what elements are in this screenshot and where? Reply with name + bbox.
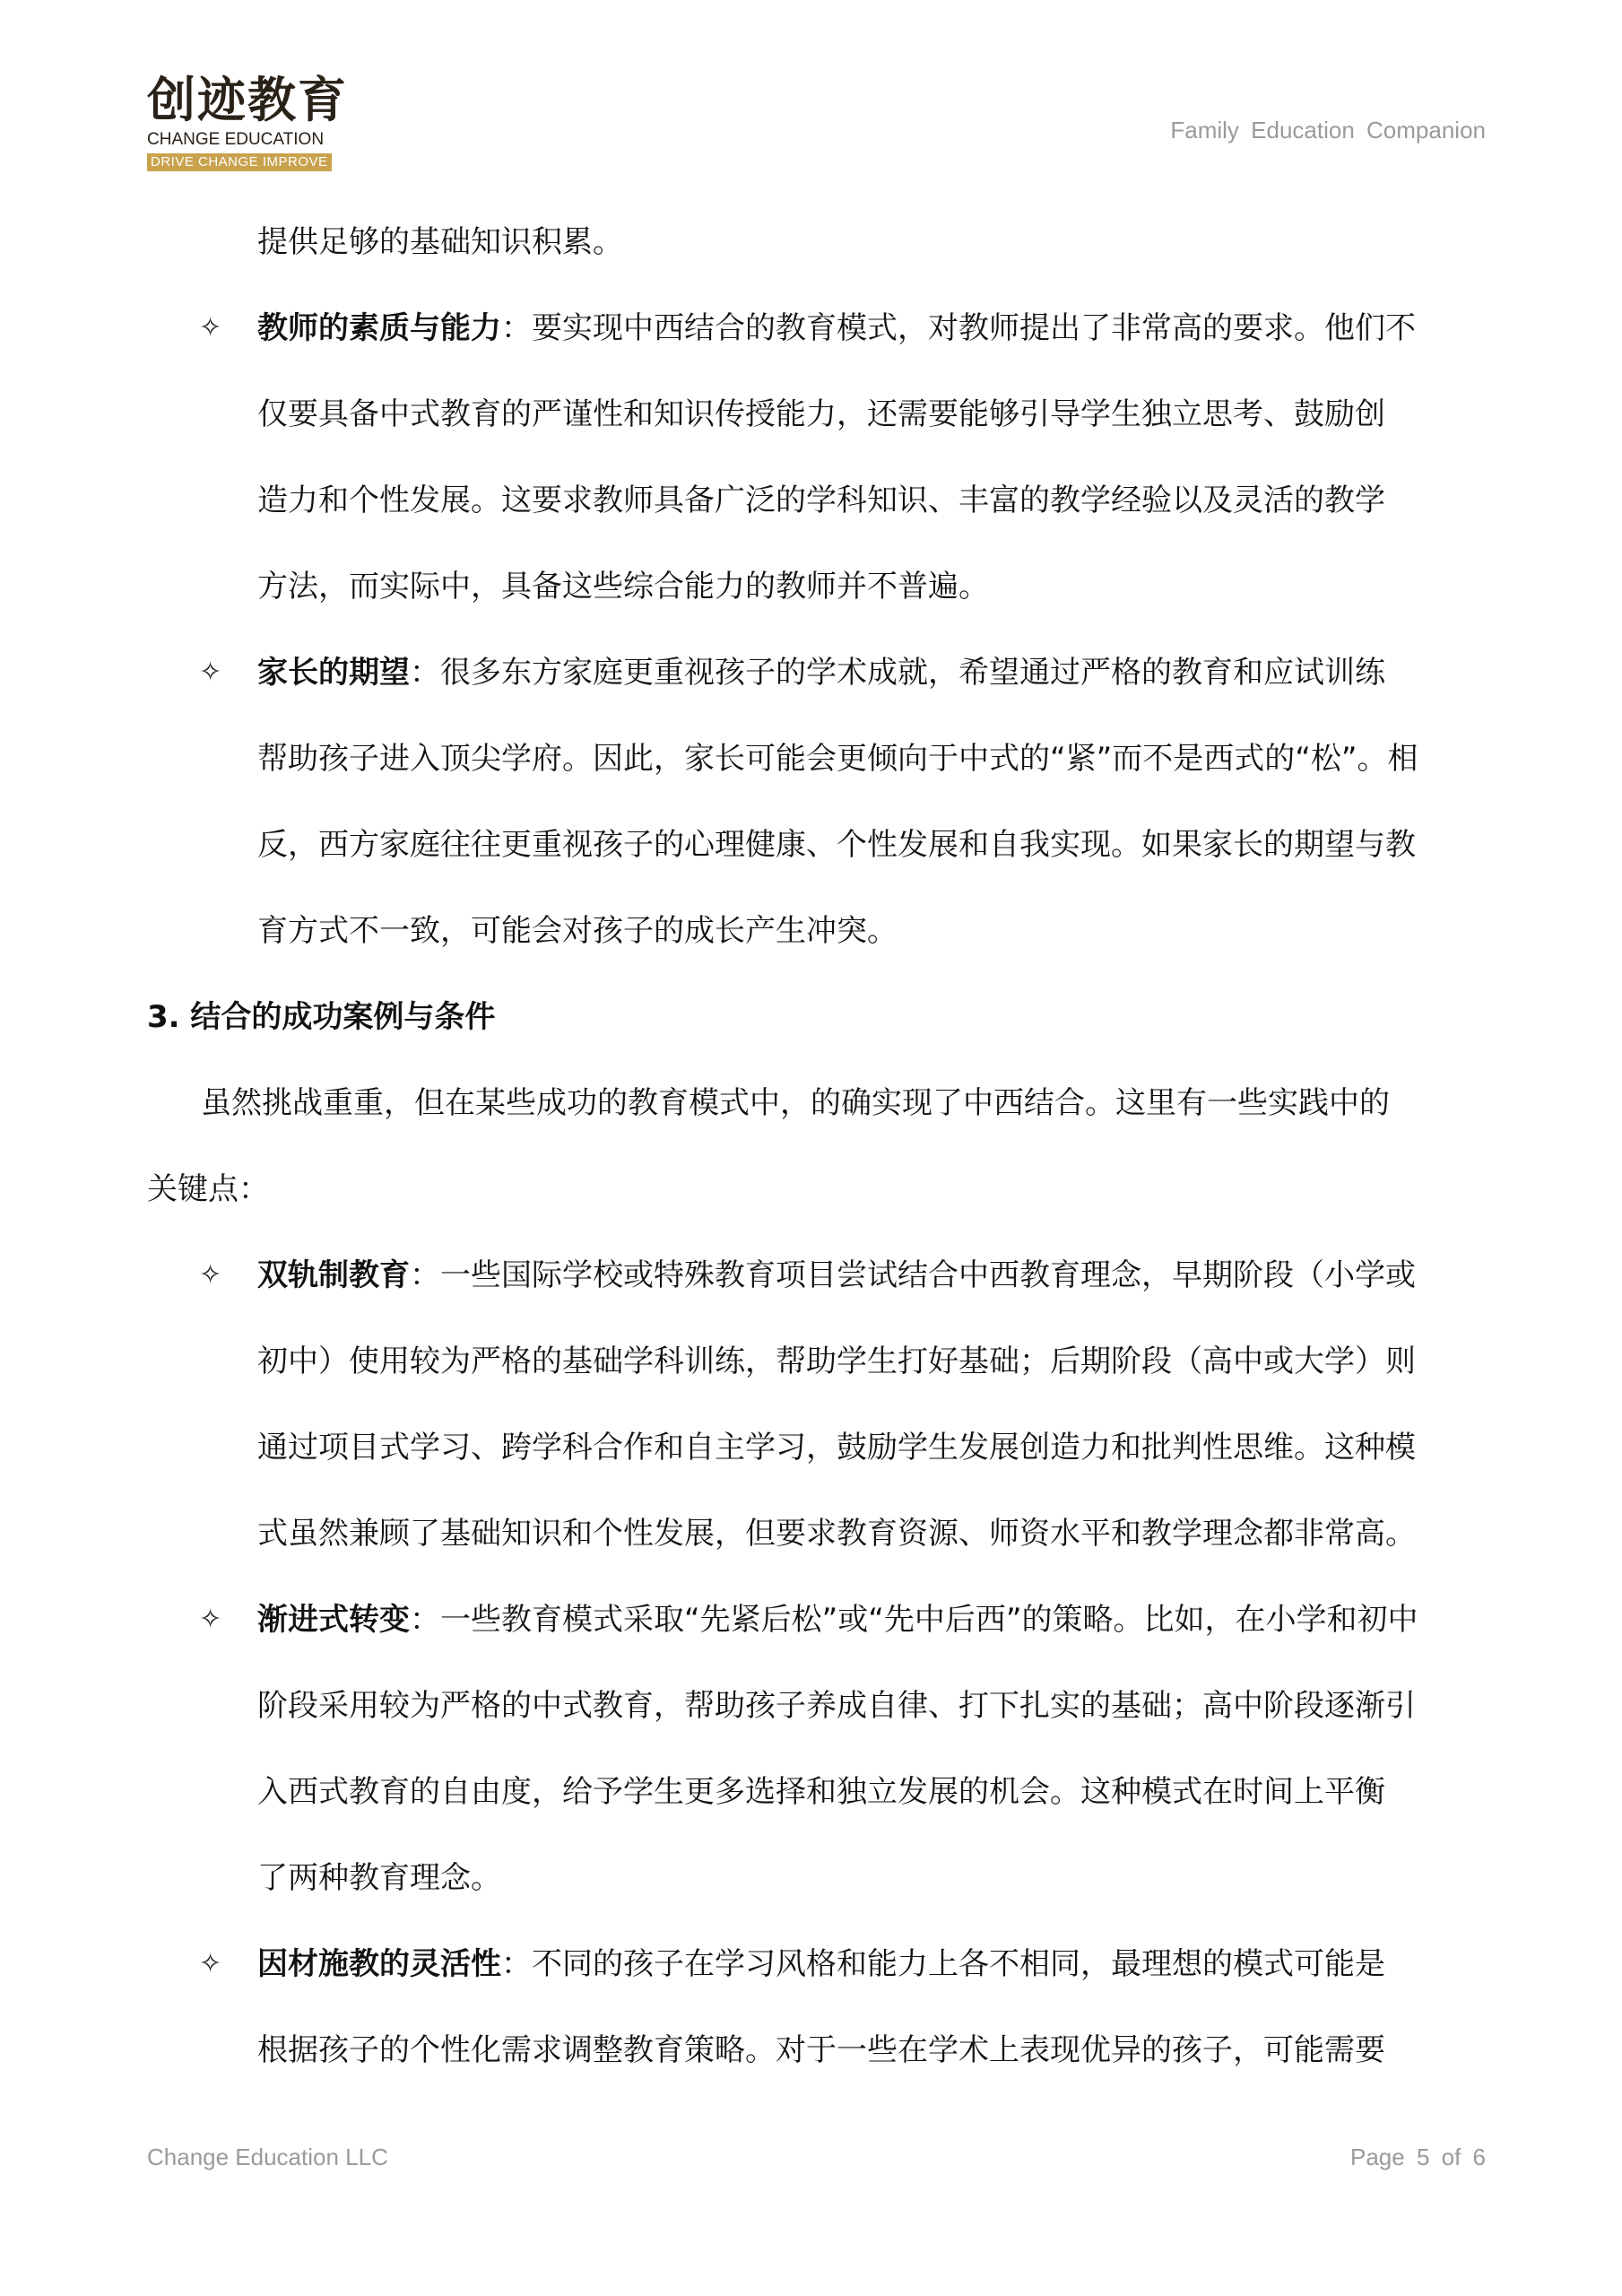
paragraph-line: 关键点： — [147, 1171, 269, 1207]
paragraph-line: 了两种教育理念。 — [257, 1860, 501, 1896]
bullet-title: 因材施教的灵活性 — [257, 1946, 501, 1982]
bullet-item-dual-track — [147, 1232, 1488, 1318]
bullet-item-flexibility — [147, 1921, 1488, 2007]
paragraph-line: 反，西方家庭往往更重视孩子的心理健康、个性发展和自我实现。如果家长的期望与教 — [257, 827, 1416, 863]
paragraph-line: 仅要具备中式教育的严谨性和知识传授能力，还需要能够引导学生独立思考、鼓励创 — [257, 396, 1385, 432]
paragraph-line: 育方式不一致，可能会对孩子的成长产生冲突。 — [257, 913, 898, 949]
bullet-item-gradual — [147, 1577, 1488, 1663]
sparkle-bullet-icon: ✧ — [199, 1604, 222, 1635]
bullet-title: 教师的素质与能力 — [257, 310, 501, 346]
paragraph-line: 虽然挑战重重，但在某些成功的教育模式中，的确实现了中西结合。这里有一些实践中的 — [201, 1085, 1390, 1121]
paragraph-line: 入西式教育的自由度，给予学生更多选择和独立发展的机会。这种模式在时间上平衡 — [257, 1774, 1385, 1810]
paragraph-line: 阶段采用较为严格的中式教育，帮助孩子养成自律、打下扎实的基础；高中阶段逐渐引 — [257, 1688, 1416, 1724]
logo-english-name: CHANGE EDUCATION — [147, 130, 325, 149]
sparkle-bullet-icon: ✧ — [199, 312, 222, 344]
bullet-text: ：要实现中西结合的教育模式，对教师提出了非常高的要求。他们不 — [501, 310, 1416, 346]
company-logo — [147, 72, 353, 171]
logo-tagline: DRIVE CHANGE IMPROVE — [147, 153, 332, 171]
paragraph-line: 方法，而实际中，具备这些综合能力的教师并不普遍。 — [257, 569, 989, 604]
bullet-text: ：不同的孩子在学习风格和能力上各不相同，最理想的模式可能是 — [501, 1946, 1385, 1982]
bullet-text: ：一些国际学校或特殊教育项目尝试结合中西教育理念，早期阶段（小学或 — [410, 1257, 1416, 1293]
bullet-text: ：一些教育模式采取“先紧后松”或“先中后西”的策略。比如，在小学和初中 — [410, 1602, 1418, 1638]
document-body — [147, 199, 1488, 2093]
header-title: Family Education Companion — [1170, 117, 1486, 144]
paragraph-line: 初中）使用较为严格的基础学科训练，帮助学生打好基础；后期阶段（高中或大学）则 — [257, 1344, 1416, 1379]
bullet-title: 渐进式转变 — [257, 1602, 410, 1638]
section-heading: 3. 结合的成功案例与条件 — [147, 999, 496, 1035]
paragraph-line: 造力和个性发展。这要求教师具备广泛的学科知识、丰富的教学经验以及灵活的教学 — [257, 483, 1385, 518]
sparkle-bullet-icon: ✧ — [199, 1259, 222, 1291]
page-number: Page 5 of 6 — [1350, 2144, 1486, 2170]
bullet-item-parents — [147, 630, 1488, 716]
paragraph-line: 帮助孩子进入顶尖学府。因此，家长可能会更倾向于中式的“紧”而不是西式的“松”。相 — [257, 741, 1418, 777]
logo-chinese-name: 创迹教育 — [147, 71, 348, 128]
bullet-title: 双轨制教育 — [257, 1257, 410, 1293]
paragraph-line: 根据孩子的个性化需求调整教育策略。对于一些在学术上表现优异的孩子，可能需要 — [257, 2032, 1385, 2068]
sparkle-bullet-icon: ✧ — [199, 657, 222, 688]
bullet-title: 家长的期望 — [257, 655, 410, 691]
sparkle-bullet-icon: ✧ — [199, 1948, 222, 1979]
paragraph-line: 式虽然兼顾了基础知识和个性发展，但要求教育资源、师资水平和教学理念都非常高。 — [257, 1516, 1416, 1552]
paragraph-line: 通过项目式学习、跨学科合作和自主学习，鼓励学生发展创造力和批判性思维。这种模 — [257, 1430, 1416, 1465]
bullet-item-teacher — [147, 285, 1488, 371]
footer-company: Change Education LLC — [147, 2144, 388, 2170]
paragraph-line: 提供足够的基础知识积累。 — [257, 224, 623, 260]
bullet-text: ：很多东方家庭更重视孩子的学术成就，希望通过严格的教育和应试训练 — [410, 655, 1385, 691]
